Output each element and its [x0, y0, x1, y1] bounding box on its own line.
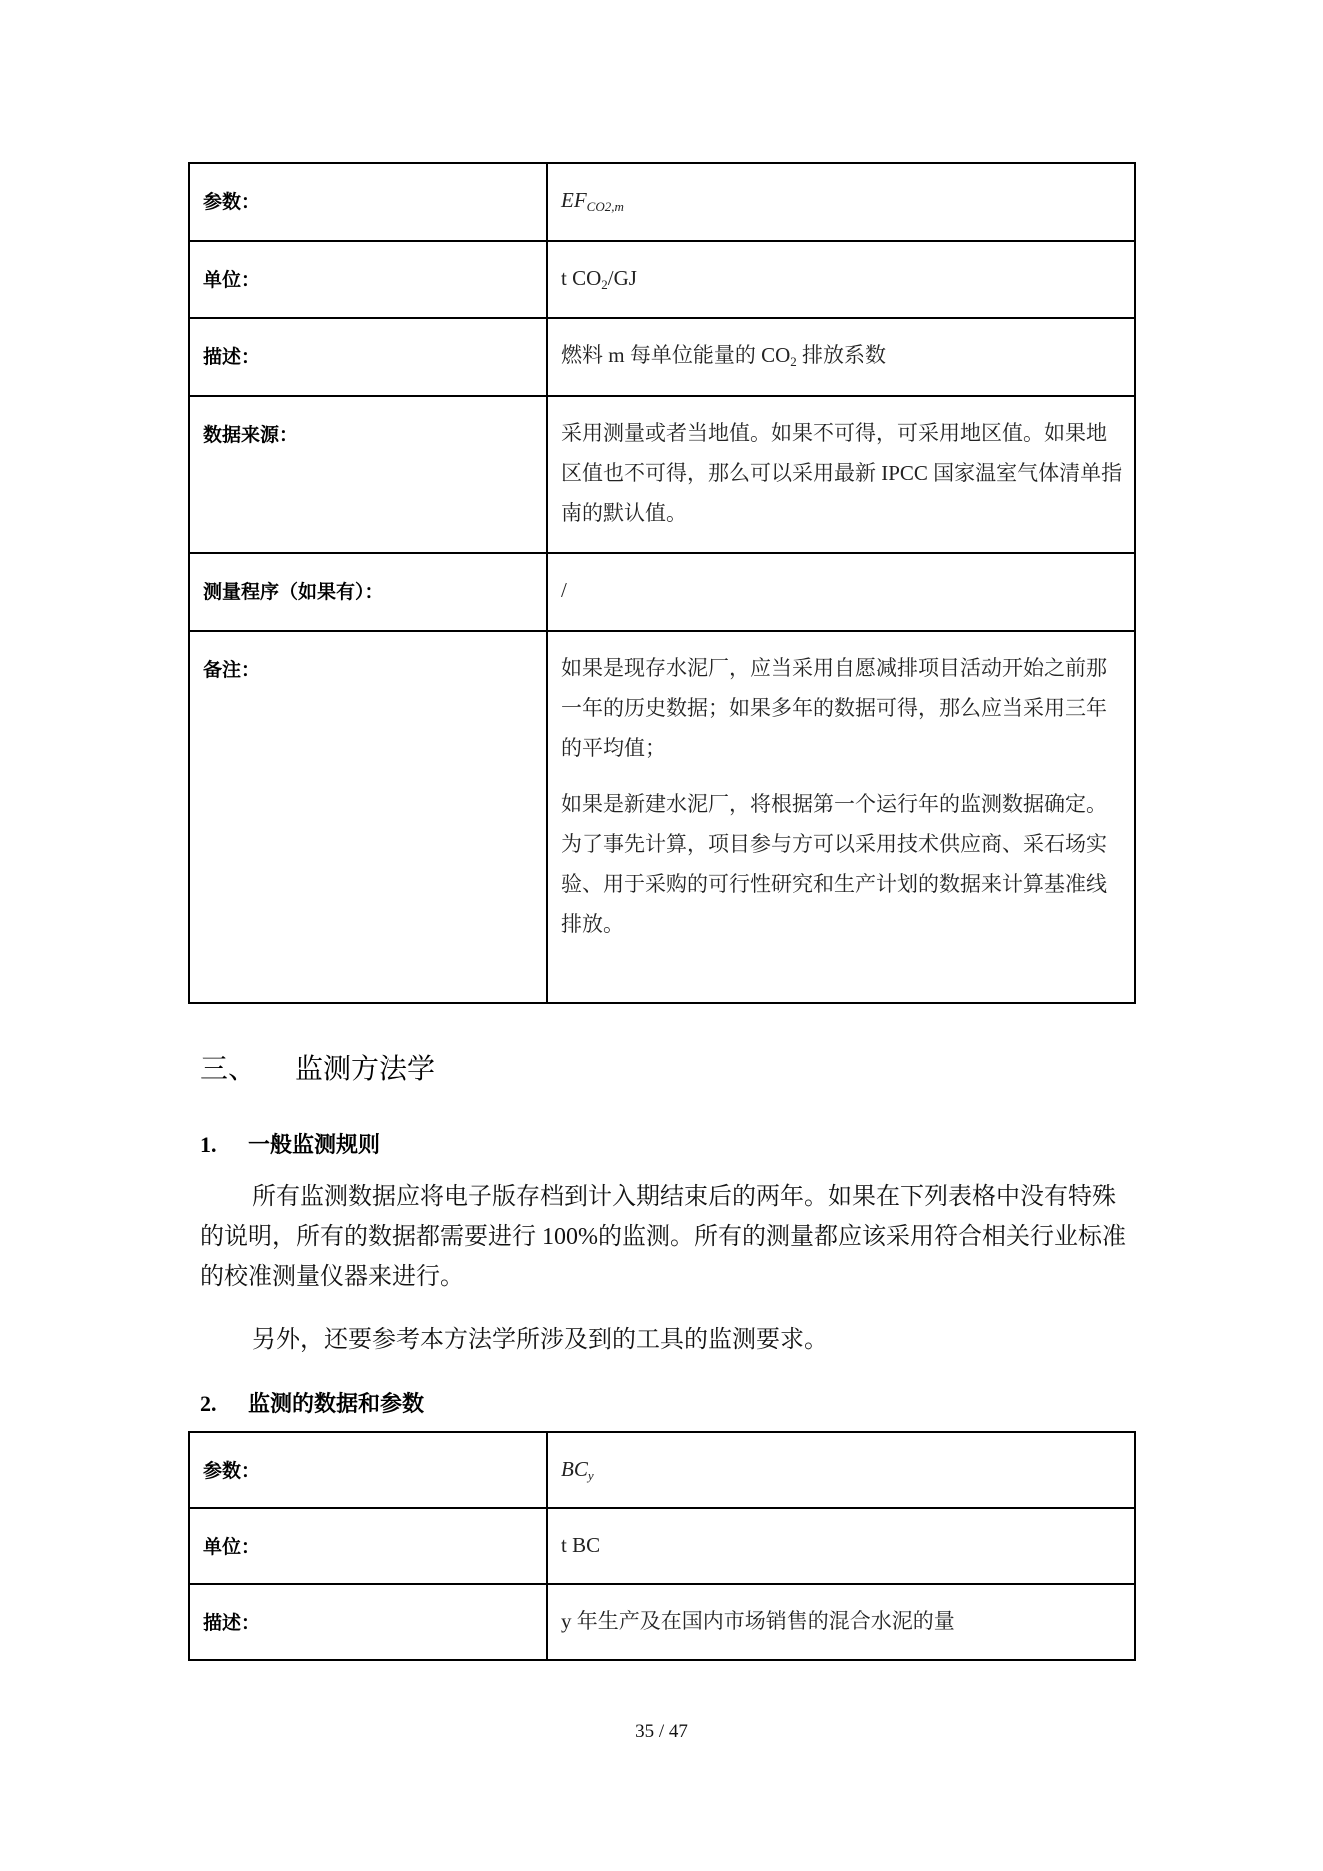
value-text: t CO: [561, 266, 602, 290]
page-number: 35 / 47: [635, 1721, 688, 1742]
body-paragraph: 另外，还要参考本方法学所涉及到的工具的监测要求。: [252, 1327, 828, 1353]
table-row: [189, 396, 1135, 553]
symbol-main: EF: [561, 188, 587, 212]
subsection-title: 监测的数据和参数: [248, 1392, 425, 1417]
value-subscript: 2: [790, 354, 797, 369]
row-label: 参数：: [203, 1460, 261, 1482]
row-value: t BC: [561, 1533, 601, 1557]
row-label: 备注：: [203, 659, 261, 681]
subsection-title: 一般监测规则: [248, 1133, 381, 1158]
row-value: /: [561, 578, 567, 602]
subsection-number: 2.: [200, 1391, 217, 1416]
row-label: 单位：: [203, 1536, 261, 1558]
row-value: y 年生产及在国内市场销售的混合水泥的量: [561, 1609, 955, 1633]
section-number: 三、: [200, 1052, 257, 1085]
table-row: [189, 1584, 1135, 1660]
row-value: [561, 242, 1124, 308]
body-paragraph: 所有监测数据应将电子版存档到计入期结束后的两年。如果在下列表格中没有特殊的说明，所有的数据都需要进行 100%的监测。所有的测量都应该采用符合相关行业标准的校准测量仪器来进行。: [200, 1184, 1126, 1290]
parameter-table-ef-co2: [188, 162, 1136, 1004]
table-row: [189, 631, 1135, 1003]
row-value: [561, 164, 1124, 230]
row-label: 描述：: [203, 1612, 261, 1634]
row-value: 采用测量或者当地值。如果不可得，可采用地区值。如果地区值也不可得，那么可以采用最新 IPCC 国家温室气体清单指南的默认值。: [561, 421, 1123, 525]
subsection-heading: [200, 1387, 424, 1418]
value-text: 排放系数: [796, 343, 887, 367]
row-label: 数据来源：: [203, 424, 299, 446]
row-label: 参数：: [203, 191, 261, 213]
row-value: [561, 1433, 1124, 1499]
remark-paragraph: 如果是现存水泥厂，应当采用自愿减排项目活动开始之前那一年的历史数据；如果多年的数据可得，那么应当采用三年的平均值；: [561, 656, 1107, 760]
table-row: [189, 318, 1135, 396]
value-subscript: 2: [601, 277, 608, 292]
table-row: [189, 553, 1135, 631]
symbol-main: BC: [561, 1457, 588, 1481]
section-title: 监测方法学: [295, 1052, 436, 1085]
table-row: [189, 241, 1135, 318]
subsection-number: 1.: [200, 1132, 217, 1157]
section-heading: [200, 1047, 435, 1087]
row-label: 测量程序（如果有）：: [203, 581, 384, 603]
table-row: [189, 1432, 1135, 1508]
row-value: [561, 632, 1124, 954]
row-label: 单位：: [203, 269, 261, 291]
subsection-heading: [200, 1128, 380, 1159]
symbol-subscript: CO2,m: [586, 199, 624, 214]
remark-paragraph: 如果是新建水泥厂，将根据第一个运行年的监测数据确定。为了事先计算，项目参与方可以采用技术供应商、采石场实验、用于采购的可行性研究和生产计划的数据来计算基准线排放。: [561, 792, 1107, 936]
parameter-table-bc: [188, 1431, 1136, 1661]
symbol-subscript: y: [587, 1468, 594, 1483]
table-row: [189, 1508, 1135, 1584]
value-text: /GJ: [607, 266, 637, 290]
value-text: 燃料 m 每单位能量的 CO: [561, 343, 791, 367]
row-value: [561, 319, 1124, 385]
row-label: 描述：: [203, 346, 261, 368]
table-row: [189, 163, 1135, 241]
